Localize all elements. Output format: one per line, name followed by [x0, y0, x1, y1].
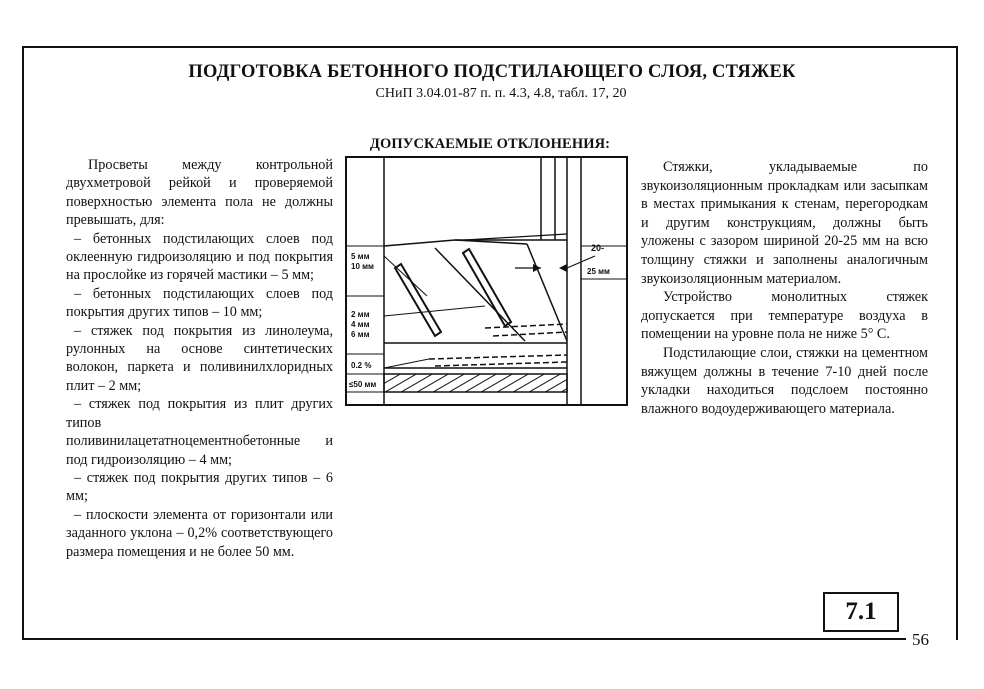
label-2mm: 2 мм	[351, 310, 370, 319]
tolerance-item: – бетонных подстилающих слоев под оклеенную гидроизоляцию и под покрытия на прослойке из горячей мастики – 5 мм;	[66, 230, 333, 284]
slab-line	[465, 234, 567, 240]
label-gap-bottom: 25 мм	[587, 267, 610, 276]
screed-dashed-line	[429, 355, 567, 359]
tolerance-item: – бетонных подстилающих слоев под покрытия других типов – 10 мм;	[66, 285, 333, 321]
tolerance-item: – стяжек под покрытия из линолеума, рулонных на основе синтетических волокон, паркета и поливинилхлоридных плит – 2 мм;	[66, 322, 333, 394]
label-slope: 0.2 %	[351, 361, 372, 370]
label-4mm: 4 мм	[351, 320, 370, 329]
gap-arrow-head	[559, 264, 567, 272]
hatched-base-layer	[384, 374, 567, 392]
tolerance-item: – стяжек под покрытия других типов – 6 мм;	[66, 469, 333, 505]
sheet-code-box: 7.1	[823, 592, 899, 632]
screed-dashed-line	[493, 332, 567, 336]
diagram-drawing	[345, 156, 628, 408]
screed-dashed-line	[485, 324, 567, 328]
page-title: ПОДГОТОВКА БЕТОННОГО ПОДСТИЛАЮЩЕГО СЛОЯ, СТЯЖЕК	[188, 62, 796, 82]
right-column	[641, 158, 928, 418]
control-rail	[395, 264, 441, 336]
gap-arrow-head	[533, 264, 541, 272]
label-5mm: 5 мм	[351, 252, 370, 261]
slab-line	[384, 240, 455, 246]
requirement-paragraph: Устройство монолитных стяжек допускается при температуре воздуха в помещении на уровне пола не ниже 5° С.	[641, 289, 928, 343]
standard-reference: СНиП 3.04.01-87 п. п. 4.3, 4.8, табл. 17, 20	[375, 86, 627, 101]
label-gap-top: 20-	[591, 243, 605, 253]
bottom-rule	[22, 638, 906, 640]
intro-paragraph: Просветы между контрольной двухметровой рейкой и проверяемой поверхностью элемента пола не должны превышать, для:	[66, 157, 333, 229]
slab-edge	[527, 244, 567, 341]
tolerance-diagram	[345, 156, 628, 408]
tolerance-item: – плоскости элемента от горизонтали или заданного уклона – 0,2% соответствующего размера помещения и не более 50 мм.	[66, 506, 333, 560]
left-column	[66, 156, 333, 561]
label-10mm: 10 мм	[351, 262, 374, 271]
requirement-paragraph: Стяжки, укладываемые по звукоизоляционным прокладкам или засыпкам в местах примыкания к стенам, перегородкам и другим конструкциям, должны быть уложены с зазором шириной 20-25 мм на всю толщину стяжки и заполнены аналогичным звукоизоляционным материалом.	[641, 159, 928, 287]
requirement-paragraph: Подстилающие слои, стяжки на цементном вяжущем должны в течение 7-10 дней после укладки находиться подслоем постоянно влажного водоудерживающего материала.	[641, 344, 928, 417]
tolerance-item: – стяжек под покрытия из плит других типов поливинилацетатноцементнобетонные и под гидроизоляцию – 4 мм;	[66, 396, 333, 468]
leader-line	[384, 306, 485, 316]
page-number: 56	[912, 630, 929, 649]
section-heading: ДОПУСКАЕМЫЕ ОТКЛОНЕНИЯ:	[369, 136, 611, 152]
leader-line	[384, 359, 429, 368]
screed-dashed-line	[435, 362, 567, 366]
leader-line	[384, 256, 427, 296]
slab-edge	[435, 248, 525, 341]
control-rail	[463, 249, 511, 326]
label-max-deviation: ≤50 мм	[349, 380, 377, 389]
label-6mm: 6 мм	[351, 330, 370, 339]
